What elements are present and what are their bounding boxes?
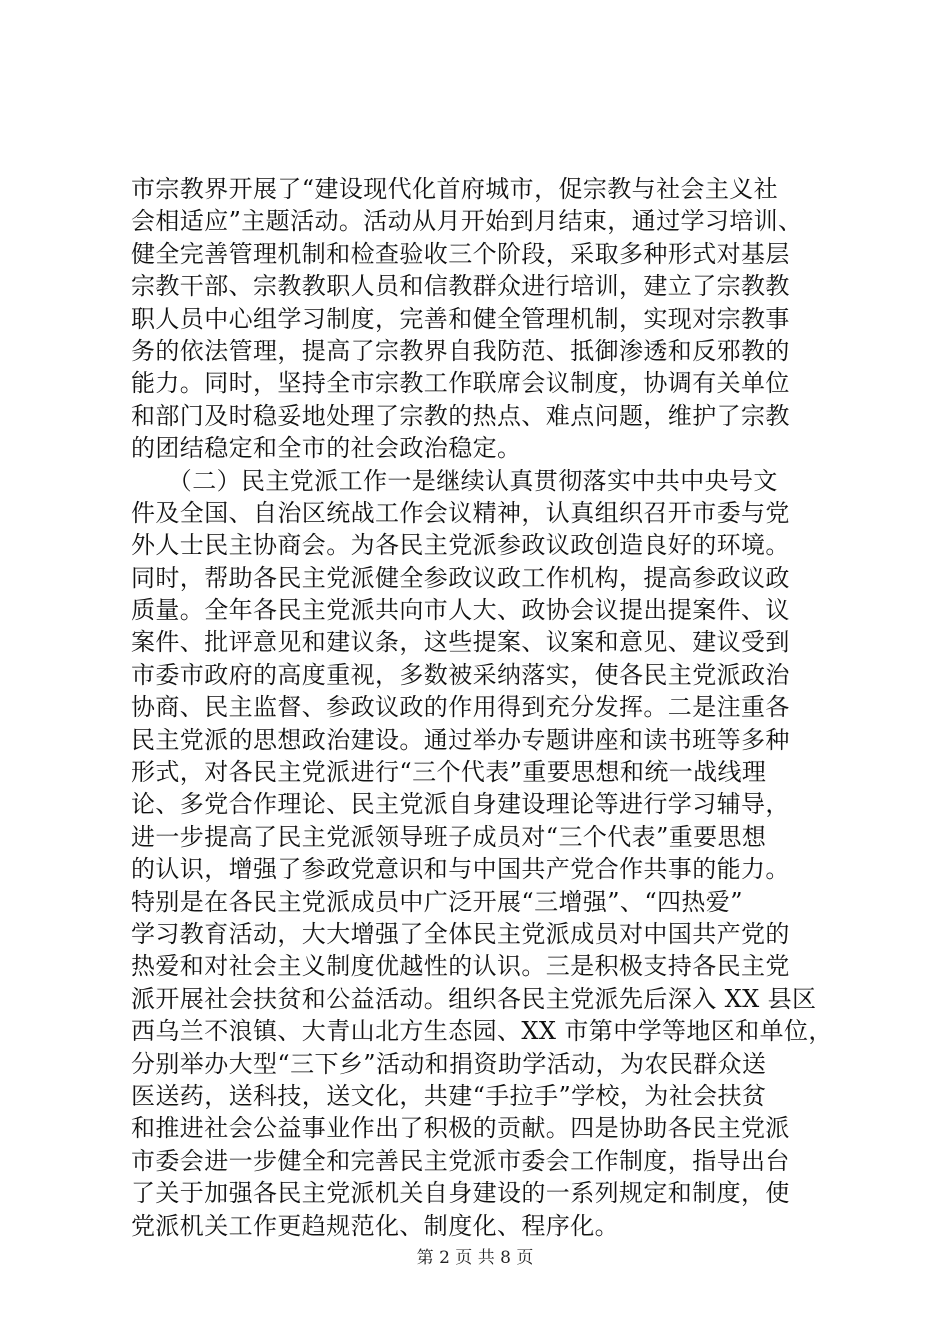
body-text <box>131 173 831 1242</box>
text-line: 件及全国、自治区统战工作会议精神，认真组织召开市委与党 <box>131 498 790 527</box>
text-line: 质量。全年各民主党派共向市人大、政协会议提出提案件、议 <box>131 596 790 625</box>
text-line: 和推进社会公益事业作出了积极的贡献。四是协助各民主党派 <box>131 1114 790 1143</box>
text-line: 协商、民主监督、参政议政的作用得到充分发挥。二是注重各 <box>131 693 790 722</box>
text-line: 会相适应”主题活动。活动从月开始到月结束，通过学习培训、 <box>131 207 803 236</box>
text-line: 热爱和对社会主义制度优越性的认识。三是积极支持各民主党 <box>131 952 790 981</box>
page-footer <box>0 1243 950 1268</box>
text-line: 案件、批评意见和建议条，这些提案、议案和意见、建议受到 <box>131 628 790 657</box>
page-number-label: 第 2 页 共 8 页 <box>416 1248 534 1268</box>
text-line: 能力。同时，坚持全市宗教工作联席会议制度，协调有关单位 <box>131 369 790 398</box>
text-line: 形式，对各民主党派进行“三个代表”重要思想和统一战线理 <box>131 758 767 787</box>
text-line: 市委市政府的高度重视，多数被采纳落实，使各民主党派政治 <box>131 660 790 689</box>
text-line: 了关于加强各民主党派机关自身建设的一系列规定和制度，使 <box>131 1179 790 1208</box>
text-line: 健全完善管理机制和检查验收三个阶段，采取多种形式对基层 <box>131 239 790 268</box>
text-line: 分别举办大型“三下乡”活动和捐资助学活动，为农民群众送 <box>131 1049 767 1078</box>
text-line: 宗教干部、宗教教职人员和信教群众进行培训，建立了宗教教 <box>131 272 790 301</box>
text-line: 务的依法管理，提高了宗教界自我防范、抵御渗透和反邪教的 <box>131 336 790 365</box>
text-line: 医送药，送科技，送文化，共建“手拉手”学校，为社会扶贫 <box>131 1081 767 1110</box>
text-line: 市委会进一步健全和完善民主党派市委会工作制度，指导出台 <box>131 1146 790 1175</box>
text-line: 外人士民主协商会。为各民主党派参政议政创造良好的环境。 <box>131 531 790 560</box>
text-line: 的认识，增强了参政党意识和与中国共产党合作共事的能力。 <box>131 855 790 884</box>
text-line: 进一步提高了民主党派领导班子成员对“三个代表”重要思想 <box>131 822 767 851</box>
text-line: 西乌兰不浪镇、大青山北方生态园、XX 市第中学等地区和单位， <box>131 1017 833 1046</box>
text-line: 同时，帮助各民主党派健全参政议政工作机构，提高参政议政 <box>131 563 790 592</box>
text-line: 派开展社会扶贫和公益活动。组织各民主党派先后深入 XX 县区 <box>131 984 817 1013</box>
text-line: （二）民主党派工作一是继续认真贯彻落实中共中央号文 <box>131 466 778 495</box>
text-line: 民主党派的思想政治建设。通过举办专题讲座和读书班等多种 <box>131 725 790 754</box>
text-line: 职人员中心组学习制度，完善和健全管理机制，实现对宗教事 <box>131 304 790 333</box>
text-line: 特别是在各民主党派成员中广泛开展“三增强”、“四热爱” <box>131 887 743 916</box>
text-line: 论、多党合作理论、民主党派自身建设理论等进行学习辅导， <box>131 790 790 819</box>
text-line: 党派机关工作更趋规范化、制度化、程序化。 <box>131 1211 619 1240</box>
text-line: 学习教育活动，大大增强了全体民主党派成员对中国共产党的 <box>131 919 790 948</box>
text-line: 和部门及时稳妥地处理了宗教的热点、难点问题，维护了宗教 <box>131 401 790 430</box>
text-line: 的团结稳定和全市的社会政治稳定。 <box>131 434 522 463</box>
text-line: 市宗教界开展了“建设现代化首府城市，促宗教与社会主义社 <box>131 175 779 203</box>
